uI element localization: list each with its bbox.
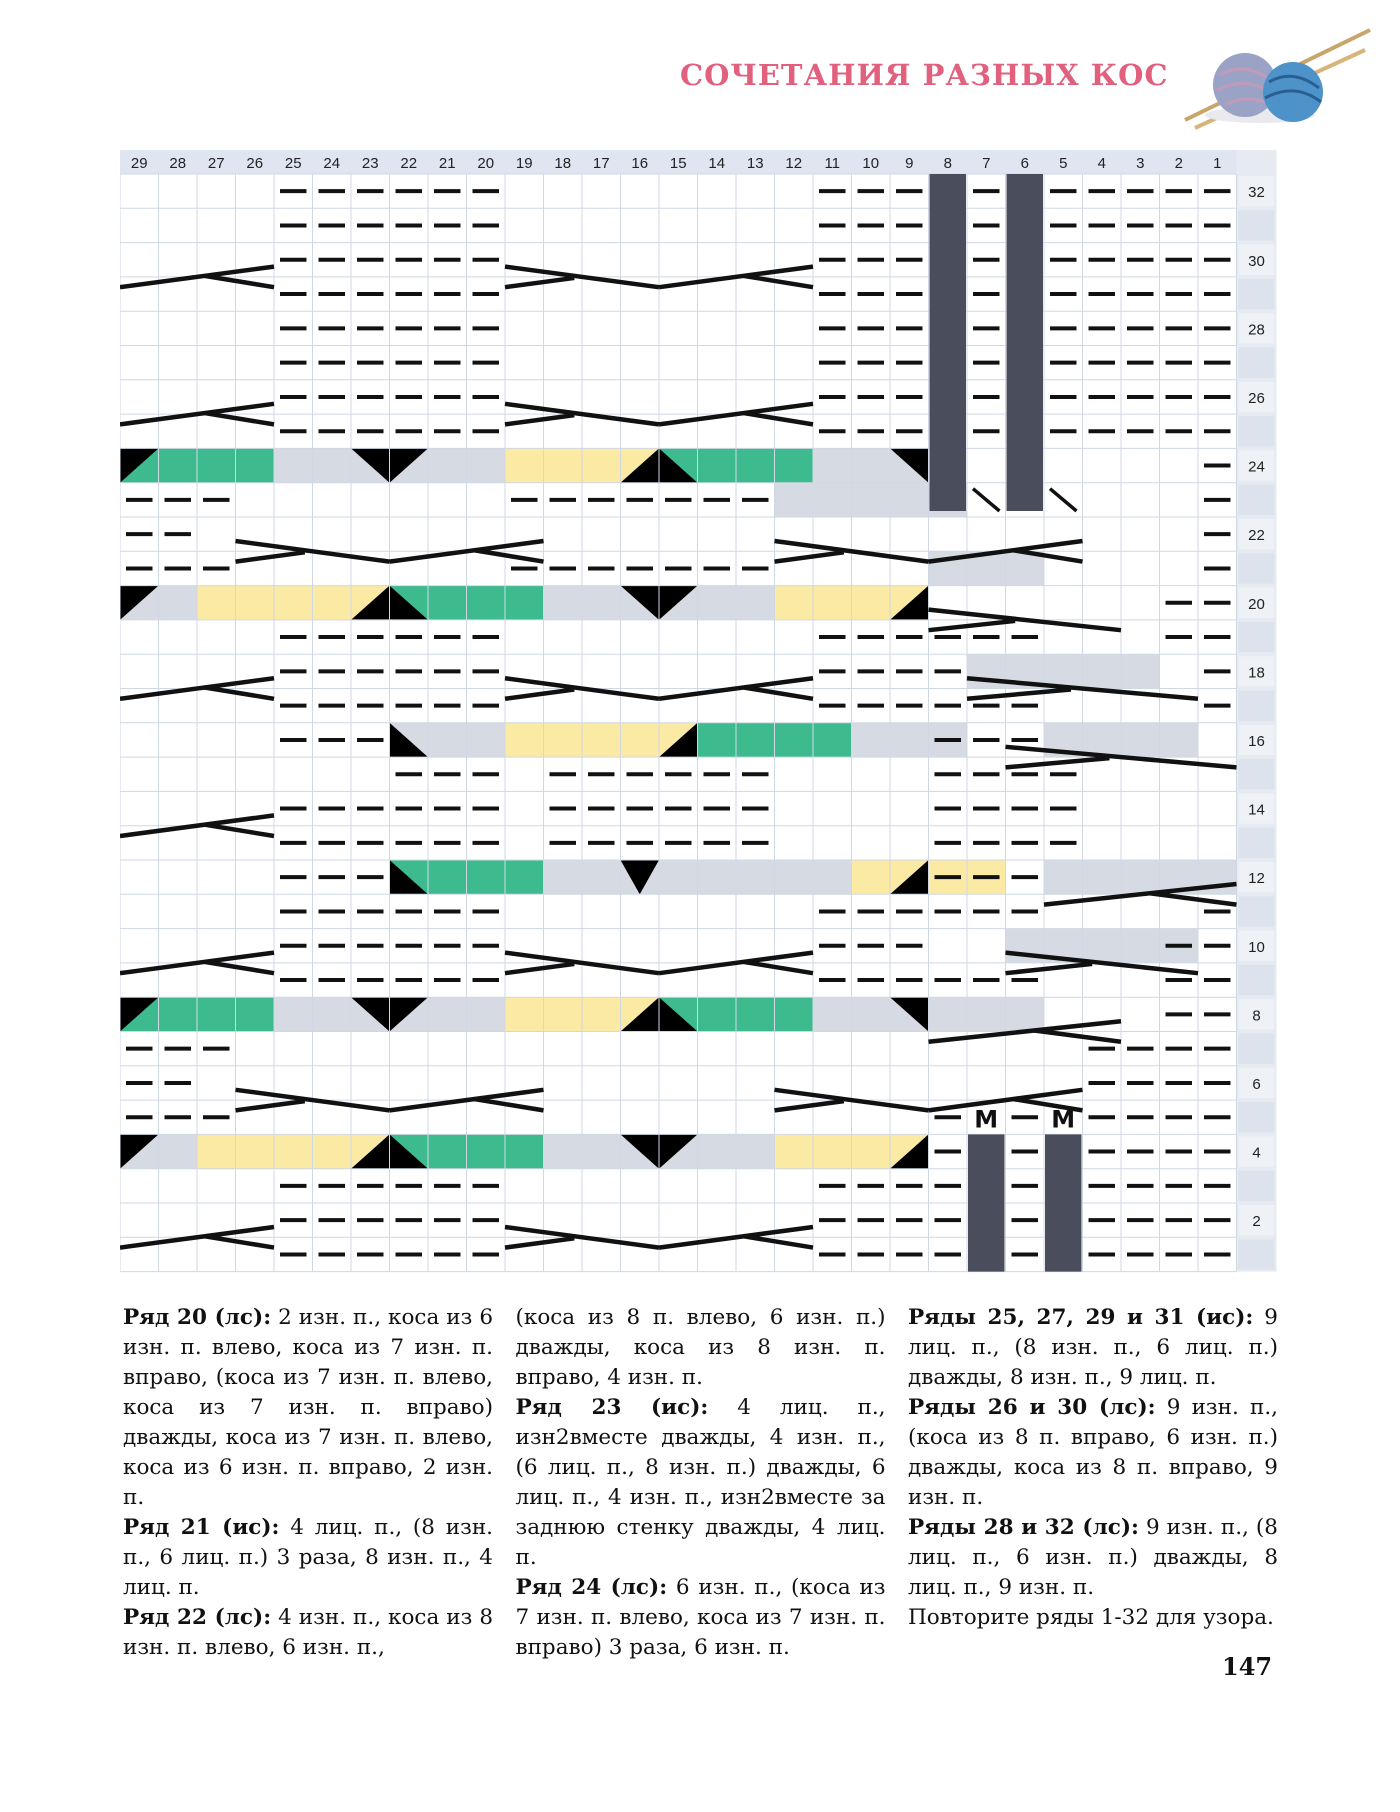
instruction-rows-28-32: Ряды 28 и 32 (лс): 9 изн. п., (8 лиц. п., 6 изн. п.) дважды, 8 лиц. п., 9 изн. п. [908,1515,1278,1600]
column-number: 18 [554,155,572,172]
row-label-cell [1239,828,1275,858]
row-label-cell [1239,553,1275,583]
increase-marker: М [1051,1105,1076,1134]
column-number: 15 [669,155,687,172]
column-number: 12 [785,155,803,172]
column-number: 25 [284,155,302,172]
row-number: 8 [1252,1007,1261,1025]
knitting-chart [120,150,1280,1280]
instructions-column-1 [123,1303,493,1663]
chart-canvas [120,150,1280,1280]
yarn-balls-with-needles-icon [1165,20,1375,130]
column-number: 9 [905,155,914,172]
row-number: 28 [1248,321,1265,339]
column-number: 27 [207,155,225,172]
column-number: 19 [515,155,533,172]
dark-stitch-column [1007,174,1044,511]
instruction-rows-25-31: Ряды 25, 27, 29 и 31 (ис): 9 лиц. п., (8 изн. п., 6 лиц. п.) дважды, 8 изн. п., 9 лиц. п. [908,1305,1278,1390]
row-number: 2 [1252,1213,1261,1231]
column-number: 11 [824,155,841,172]
instruction-row-23: Ряд 23 (ис): 4 лиц. п., изн2вместе дважды, 4 изн. п., (6 лиц. п., 8 изн. п.) дважды, 6 лиц. п., 4 изн. п., изн2вместе за заднюю стенку дважды, 4 лиц. п. [515,1395,886,1570]
row-label-cell [1239,1034,1275,1064]
row-number: 30 [1248,252,1265,270]
column-number: 2 [1174,155,1183,172]
column-number: 21 [438,155,456,172]
gray-cable-band [929,997,1045,1031]
column-number: 16 [631,155,649,172]
column-number: 17 [592,155,610,172]
column-number: 26 [246,155,264,172]
column-number: 7 [982,155,991,172]
page-number: 147 [1222,1652,1273,1681]
row-label-cell [1239,416,1275,446]
row-label-cell [1239,1239,1275,1269]
column-number: 24 [323,155,341,172]
gray-cable-band [929,551,1045,585]
column-number: 3 [1136,155,1145,172]
row-label-cell [1239,1102,1275,1132]
row-label-cell [1239,965,1275,995]
instruction-row-22-cont: (коса из 8 п. влево, 6 изн. п.) дважды, коса из 8 изн. п. вправо, 4 изн. п. [515,1305,886,1390]
row-number: 4 [1252,1144,1261,1162]
row-number: 10 [1248,938,1265,956]
row-number: 20 [1248,595,1265,613]
column-number: 10 [862,155,880,172]
column-number: 8 [943,155,952,172]
instruction-row-20: Ряд 20 (лс): 2 изн. п., коса из 6 изн. п. влево, коса из 7 изн. п. вправо, (коса из 7 изн. п. влево, коса из 7 изн. п. вправо) дважды, коса из 7 изн. п. влево, коса из 6 изн. п. вправо, 2 изн. п. [123,1305,493,1510]
row-label-cell [1239,1171,1275,1201]
row-label-cell [1239,210,1275,240]
instruction-row-24: Ряд 24 (лс): 6 изн. п., (коса из 7 изн. п. влево, коса из 7 изн. п. вправо) 3 раза, 6 изн. п. [515,1575,886,1660]
column-number: 22 [400,155,418,172]
row-number: 12 [1248,870,1265,888]
increase-marker: М [974,1105,999,1134]
column-number: 20 [477,155,495,172]
row-label-cell [1239,896,1275,926]
row-number: 14 [1248,801,1265,819]
column-number: 6 [1020,155,1029,172]
instruction-row-21: Ряд 21 (ис): 4 лиц. п., (8 изн. п., 6 лиц. п.) 3 раза, 8 изн. п., 4 лиц. п. [123,1515,493,1600]
instructions-column-2 [516,1303,886,1663]
row-label-cell [1239,485,1275,515]
row-number: 22 [1248,527,1265,545]
row-number: 16 [1248,732,1265,750]
column-number: 23 [361,155,379,172]
instruction-row-22: Ряд 22 (лс): 4 изн. п., коса из 8 изн. п. влево, 6 изн. п., [123,1605,493,1660]
row-label-cell [1239,279,1275,309]
row-label-cell [1239,691,1275,721]
column-number: 5 [1059,155,1068,172]
header-title: СОЧЕТАНИЯ РАЗНЫХ КОС [680,58,1169,92]
column-number: 4 [1097,155,1106,172]
row-number: 32 [1248,184,1265,202]
column-number: 28 [169,155,187,172]
gray-cable-band [967,654,1160,688]
instructions-column-3 [908,1303,1278,1663]
row-number: 24 [1248,458,1265,476]
row-number: 26 [1248,389,1265,407]
dark-stitch-column [968,1134,1005,1271]
dark-stitch-column [930,174,967,511]
column-number: 1 [1213,155,1222,172]
instruction-repeat: Повторите ряды 1-32 для узора. [908,1605,1274,1630]
dark-stitch-column [1045,1134,1082,1271]
instructions [123,1303,1278,1663]
row-label-cell [1239,622,1275,652]
row-number: 18 [1248,664,1265,682]
column-number: 13 [746,155,764,172]
row-number: 6 [1252,1075,1261,1093]
row-label-cell [1239,348,1275,378]
column-number: 29 [130,155,148,172]
instruction-rows-26-30: Ряды 26 и 30 (лс): 9 изн. п., (коса из 8 п. вправо, 6 изн. п.) дважды, коса из 8 п. вправо, 9 изн. п. [908,1395,1278,1510]
column-number: 14 [708,155,726,172]
row-label-cell [1239,759,1275,789]
